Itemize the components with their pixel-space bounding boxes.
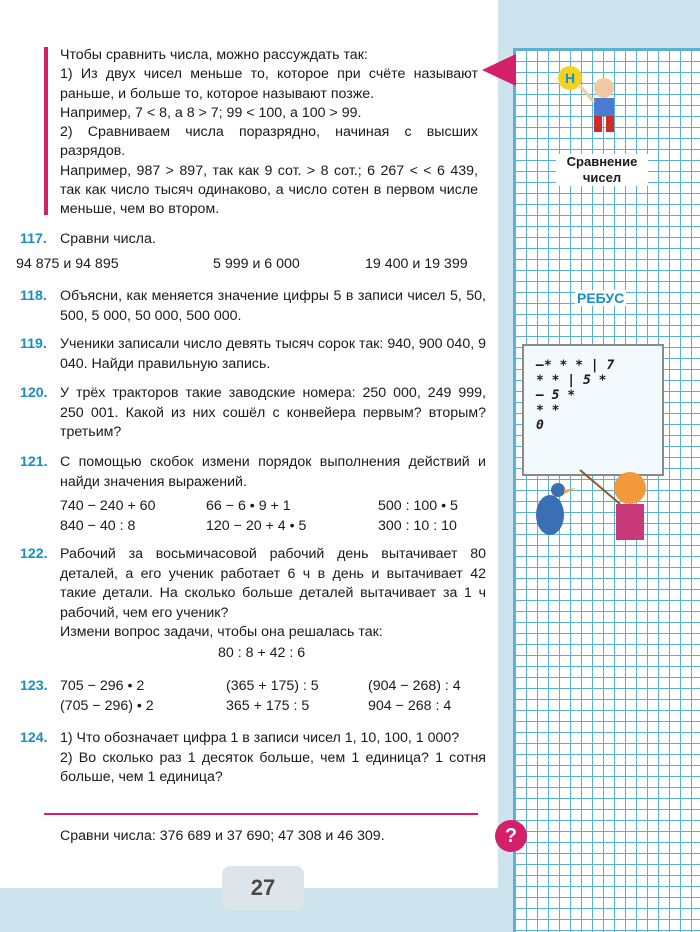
rebus-puzzle bbox=[536, 358, 614, 433]
compare-pair-1: 94 875 и 94 895 bbox=[16, 256, 119, 272]
mascot-leg bbox=[606, 116, 614, 132]
task-121 bbox=[20, 453, 486, 492]
task-text: С помощью скобок измени порядок выполнения действий и найди значения выражений. bbox=[60, 454, 486, 490]
task-number: 119. bbox=[20, 336, 47, 352]
question-mark-icon: ? bbox=[495, 820, 527, 852]
task-117 bbox=[20, 230, 486, 250]
task-text-2: Измени вопрос задачи, чтобы она решалась так: bbox=[60, 624, 383, 640]
sidebar-topic-title: Сравнение чисел bbox=[556, 154, 648, 186]
task-number: 121. bbox=[20, 454, 48, 470]
task-text: Ученики записали число девять тысяч сорок так: 940, 900 040, 9 040. Найди правильную запись. bbox=[60, 336, 486, 372]
compare-pair-2: 5 999 и 6 000 bbox=[213, 256, 300, 272]
rule-intro: Чтобы сравнить числа, можно рассуждать так: bbox=[60, 47, 368, 63]
task-121-expressions bbox=[60, 497, 498, 536]
rule-box bbox=[60, 46, 478, 220]
task-122 bbox=[20, 545, 486, 643]
task-124 bbox=[20, 729, 486, 788]
section-divider bbox=[44, 813, 478, 815]
characters-illustration bbox=[520, 460, 660, 560]
task-text-2: 2) Во сколько раз 1 десяток больше, чем 1 единица? 1 сотня больше, чем 1 единица? bbox=[60, 749, 486, 785]
rule-example-1: Например, 7 < 8, а 8 > 7; 99 < 100, а 100 > 99. bbox=[60, 104, 362, 121]
task-123-expressions bbox=[60, 677, 498, 716]
task-number: 118. bbox=[20, 288, 47, 304]
bird-beak bbox=[564, 488, 576, 494]
mascot-arm bbox=[580, 86, 594, 102]
expression: (365 + 175) : 5 bbox=[226, 678, 319, 694]
expression: (705 − 296) • 2 bbox=[60, 697, 154, 714]
bottom-task: Сравни числа: 376 689 и 37 690; 47 308 и 46 309. bbox=[60, 828, 385, 844]
badge-letter: Н bbox=[564, 70, 576, 86]
rebus-row: –* * * | 7 bbox=[536, 358, 615, 373]
task-number: 122. bbox=[20, 546, 48, 562]
task-text: Рабочий за восьмичасовой рабочий день вытачивает 80 деталей, а его ученик работает 6 ч в день и вытачивает 42 такие детали. На сколько больше деталей вытачивает за 1 ч рабочий, чем его ученик? bbox=[60, 546, 486, 621]
rule-example-2: Например, 987 > 897, так как 9 сот. > 8 сот.; 6 267 < < 6 439, так как число тысяч одинаково, а число сотен в первом числе меньше, чем во втором. bbox=[60, 162, 478, 218]
mascot-illustration bbox=[548, 60, 628, 140]
bird-icon bbox=[536, 495, 564, 535]
character-head bbox=[614, 472, 646, 504]
expression: 705 − 296 • 2 bbox=[60, 678, 145, 694]
task-number: 124. bbox=[20, 730, 48, 746]
pointer-stick bbox=[580, 470, 620, 504]
character-body bbox=[616, 504, 644, 540]
task-text: У трёх тракторов такие заводские номера: 250 000, 249 999, 250 001. Какой из них сошёл с конвейера первым? вторым? третьим? bbox=[60, 385, 486, 440]
mascot-leg bbox=[594, 116, 602, 132]
mascot-head bbox=[594, 78, 614, 98]
expression: 740 − 240 + 60 bbox=[60, 498, 156, 514]
task-120 bbox=[20, 384, 486, 443]
expression: (904 − 268) : 4 bbox=[368, 678, 461, 694]
rebus-board bbox=[522, 344, 664, 476]
rule-pointer-triangle bbox=[482, 54, 516, 86]
bird-head bbox=[551, 483, 565, 497]
expression: 840 − 40 : 8 bbox=[60, 517, 136, 534]
task-text: Сравни числа. bbox=[60, 231, 156, 247]
rule-accent-bar bbox=[44, 47, 48, 215]
expression: 365 + 175 : 5 bbox=[226, 697, 310, 714]
task-number: 117. bbox=[20, 231, 47, 247]
rebus-row: 0 bbox=[536, 418, 544, 433]
expression: 500 : 100 • 5 bbox=[378, 498, 458, 514]
task-text: 1) Что обозначает цифра 1 в записи чисел 1, 10, 100, 1 000? bbox=[60, 730, 460, 746]
rebus-row: – 5 * bbox=[536, 388, 576, 403]
task-number: 123. bbox=[20, 678, 48, 694]
task-122-expression: 80 : 8 + 42 : 6 bbox=[218, 645, 306, 661]
expression: 300 : 10 : 10 bbox=[378, 517, 457, 534]
task-text: Объясни, как меняется значение цифры 5 в записи чисел 5, 50, 500, 5 000, 50 000, 500 000. bbox=[60, 288, 486, 324]
task-119 bbox=[20, 335, 486, 374]
compare-pair-3: 19 400 и 19 399 bbox=[365, 256, 468, 272]
task-number: 120. bbox=[20, 385, 48, 401]
rule-point-1: 1) Из двух чисел меньше то, которое при счёте называют раньше, и больше то, которое называют позже. bbox=[60, 66, 478, 102]
expression: 120 − 20 + 4 • 5 bbox=[206, 517, 307, 534]
rebus-row: * * | 5 * bbox=[536, 373, 607, 388]
expression: 904 − 268 : 4 bbox=[368, 697, 452, 714]
expression: 66 − 6 • 9 + 1 bbox=[206, 498, 291, 514]
rebus-title: РЕБУС bbox=[577, 290, 625, 306]
mascot-body bbox=[594, 98, 614, 116]
rule-point-2: 2) Сравниваем числа поразрядно, начиная с высших разрядов. bbox=[60, 124, 478, 160]
page-number: 27 bbox=[222, 866, 304, 910]
rebus-row: * * bbox=[536, 403, 560, 418]
task-118 bbox=[20, 287, 486, 326]
